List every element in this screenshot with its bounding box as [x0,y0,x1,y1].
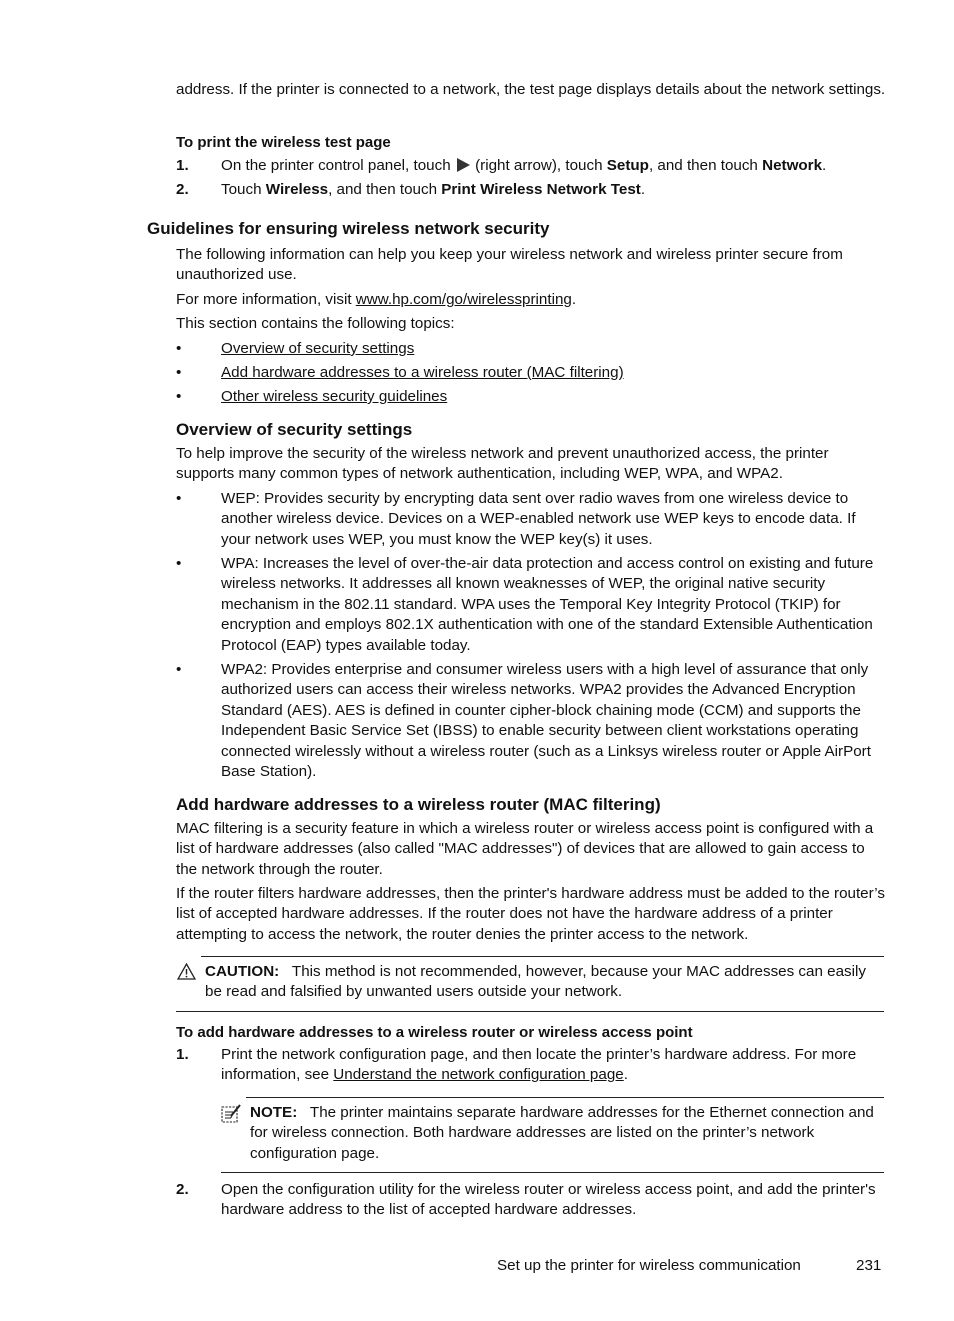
overview-intro: To help improve the security of the wireless network and prevent unauthorized access, the printer supports many common types of network authentication, including WEP, WPA, and WPA2. [176,445,829,483]
step-text: . [822,157,827,174]
more-info-paragraph [176,290,886,310]
note-icon [221,1104,243,1124]
note-text: The printer maintains separate hardware addresses for the Ethernet connection and for wireless connection. Both hardware addresses are listed on the printer’s network configuration page. [250,1104,874,1162]
test-page-step-1 [221,156,881,176]
note-bottom-rule [221,1172,884,1173]
print-test-label: Print Wireless Network Test [441,181,641,198]
bullet: • [176,340,182,357]
note-top-rule [246,1097,884,1098]
topic-link-mac-filtering[interactable]: Add hardware addresses to a wireless router (MAC filtering) [221,364,624,381]
note-label: NOTE: [250,1104,298,1121]
step-text: . [640,181,646,198]
guidelines-paragraph: The following information can help you keep your wireless network and wireless printer secure from unauthorized use. [176,246,843,284]
caution-text: This method is not recommended, however, because your MAC addresses can easily be read and falsified by unwanted users outside your network. [205,963,866,1001]
wpa2-item: WPA2: Provides enterprise and consumer wireless users with a high level of assurance that only authorized users can access their wireless networks. WPA2 provides the Advanced Encryption Standard (AES). AES is defined in counter cipher-block chaining mode (CCM) and supports the Independent Basic Service Set (IBSS) to enable security between client workstations operating connected wirelessly without a wireless router (such as a Linksys wireless router or Apple AirPort Base Station). [221,661,871,781]
wireless-label: Wireless [265,181,329,198]
step-text: Print the network configuration page, and then locate the printer’s hardware address. For more information, see [221,1046,857,1084]
caution-text-block [205,962,885,1003]
step-number: 1. [176,1046,189,1063]
step-text: , and then touch [648,157,763,174]
mac-paragraph-2: If the router filters hardware addresses, then the printer's hardware address must be added to the router’s list of accepted hardware addresses. If the router does not have the hardware address of a printer attempting to access the network, the router denies the printer access to the network. [176,885,885,943]
step-number: 2. [176,181,189,198]
step-text: , and then touch [328,181,442,198]
topics-intro: This section contains the following topics: [176,315,455,332]
right-arrow-icon [455,157,471,173]
step-text: On the printer control panel, touch [221,157,455,174]
bullet: • [176,661,182,678]
step-number: 2. [176,1181,189,1198]
network-config-page-link[interactable]: Understand the network configuration page [333,1066,624,1084]
step-number: 1. [176,157,189,174]
overview-heading: Overview of security settings [176,420,413,439]
mac-procedure-title: To add hardware addresses to a wireless router or wireless access point [176,1024,693,1041]
topic-link-other-guidelines[interactable]: Other wireless security guidelines [221,388,448,405]
guidelines-heading: Guidelines for ensuring wireless network security [147,219,550,238]
mac-step-1 [221,1045,881,1086]
test-page-procedure-title: To print the wireless test page [176,134,391,151]
bullet: • [176,555,182,572]
mac-paragraph-1: MAC filtering is a security feature in which a wireless router or wireless access point is configured with a list of hardware addresses (also called "MAC addresses") of devices that are allowed to gain access to the network through the router. [176,820,874,878]
caution-top-rule [201,956,884,957]
wirelessprinting-link[interactable]: www.hp.com/go/wirelessprinting [355,291,572,308]
bullet: • [176,490,182,507]
mac-step-2: Open the configuration utility for the wireless router or wireless access point, and add the printer's hardware address to the list of accepted hardware addresses. [221,1181,876,1219]
step-text: (right arrow), touch [470,157,607,174]
bullet: • [176,364,182,381]
setup-label: Setup [606,157,649,174]
caution-label: CAUTION: [205,963,280,980]
mac-heading: Add hardware addresses to a wireless router (MAC filtering) [176,795,661,814]
caution-bottom-rule [176,1011,884,1012]
test-page-step-2 [221,180,881,200]
topic-link-overview[interactable]: Overview of security settings [221,340,415,357]
page-number: 231 [856,1257,882,1274]
intro-paragraph: address. If the printer is connected to a network, the test page displays details about the network settings. [176,81,886,98]
step-text: . [623,1066,628,1084]
wep-item: WEP: Provides security by encrypting data sent over radio waves from one wireless device to another wireless device. Devices on a WEP-enabled network use WEP keys to encode data. If your network uses WEP, you must know the WEP key(s) it uses. [221,490,856,548]
caution-icon [177,963,196,980]
note-text-block [250,1103,880,1164]
network-label: Network [762,157,823,174]
step-text: Touch [221,181,266,198]
more-info-text: . [571,291,577,308]
wpa-item: WPA: Increases the level of over-the-air data protection and access control on existing and future wireless networks. It addresses all known weaknesses of WEP, the original native security mechanism in the 802.11 standard. WPA uses the Temporal Key Integrity Protocol (TKIP) for encryption and employs 802.1X authentication with one of the standard Extensible Authentication Protocol (EAP) types available today. [221,555,874,654]
bullet: • [176,388,182,405]
more-info-text: For more information, visit [176,291,356,308]
footer-section-title: Set up the printer for wireless communication [497,1257,801,1274]
